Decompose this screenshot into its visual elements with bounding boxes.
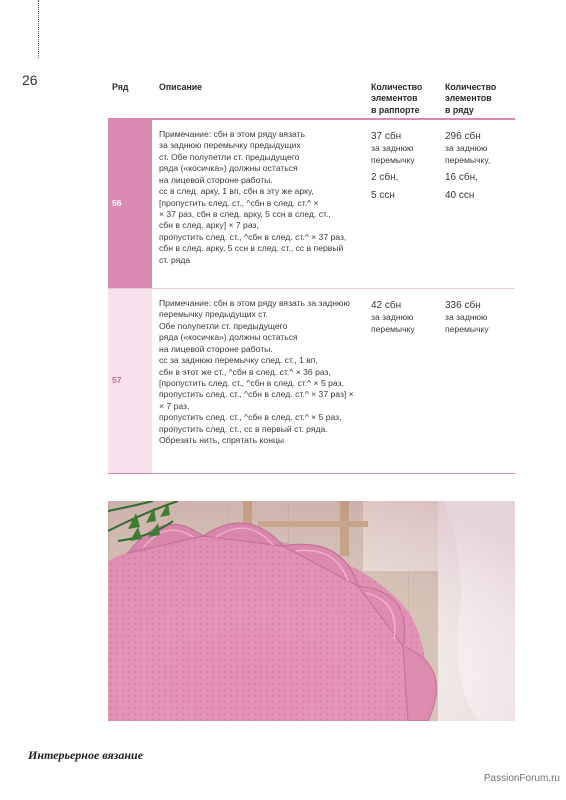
row-description: Примечание: сбн в этом ряду вязать за заднюю перемычку предыдущих ст. Обе полупетли ст. предыдущего ряда («косичка») должны остаться на лицевой стороне работы. сс в след. арку, 1 вп, сбн в эту же арку, [пропустить след. ст., ^сбн в след. ст.^ × × 37 раз, сбн в след. арку, 5 ссн в след. ст., сбн в след. арку] × 7 раз, пропустить след. ст., ^сбн в след. ст.^ × 37 раз, сбн в след. арку, 5 ссн в след. ст., сс в первый ст. ряда	[159, 129, 347, 265]
header-per-repeat: Количество элементов в раппорте	[371, 82, 423, 115]
table-row	[108, 289, 515, 474]
row-per-repeat: 37 сбн за заднюю перемычку 2 сбн, 5 ссн	[371, 131, 415, 202]
row-number: 57	[108, 289, 152, 473]
book-title-footer: Интерьерное вязание	[28, 748, 144, 762]
header-row: Ряд	[112, 82, 129, 92]
header-per-row: Количество элементов в ряду	[445, 82, 497, 115]
watermark: PassionForum.ru	[483, 773, 560, 784]
table-header	[108, 75, 515, 120]
row-per-repeat: 42 сбн за заднюю перемычку	[371, 300, 415, 334]
pattern-table	[108, 75, 515, 474]
row-number: 56	[108, 120, 152, 288]
row-per-row: 336 сбн за заднюю перемычку	[445, 300, 489, 334]
row-description: Примечание: сбн в этом ряду вязать за заднюю перемычку предыдущих ст. Обе полупетли ст. предыдущего ряда («косичка») должны остаться на лицевой стороне работы. сс за заднюю перемычку след. ст., 1 вп, сбн в этот же ст., ^сбн в след. ст.^ × 36 раз, [пропустить след. ст., ^сбн в след. ст.^ × 5 раз, пропустить след. ст., ^сбн в след. ст.^ × 37 раз] × × 7 раз, пропустить след. ст., ^сбн в след. ст.^ × 5 раз, пропустить след. ст., сс в первый ст. ряда. Обрезать нить, спрятать концы	[159, 298, 354, 446]
row-per-row: 296 сбн за заднюю перемычку, 16 сбн, 40 ссн	[445, 131, 491, 202]
dotted-margin-line	[38, 0, 39, 58]
table-row	[108, 120, 515, 289]
rug-photo	[108, 501, 515, 721]
header-description: Описание	[159, 82, 203, 92]
page-number: 26	[22, 72, 38, 88]
